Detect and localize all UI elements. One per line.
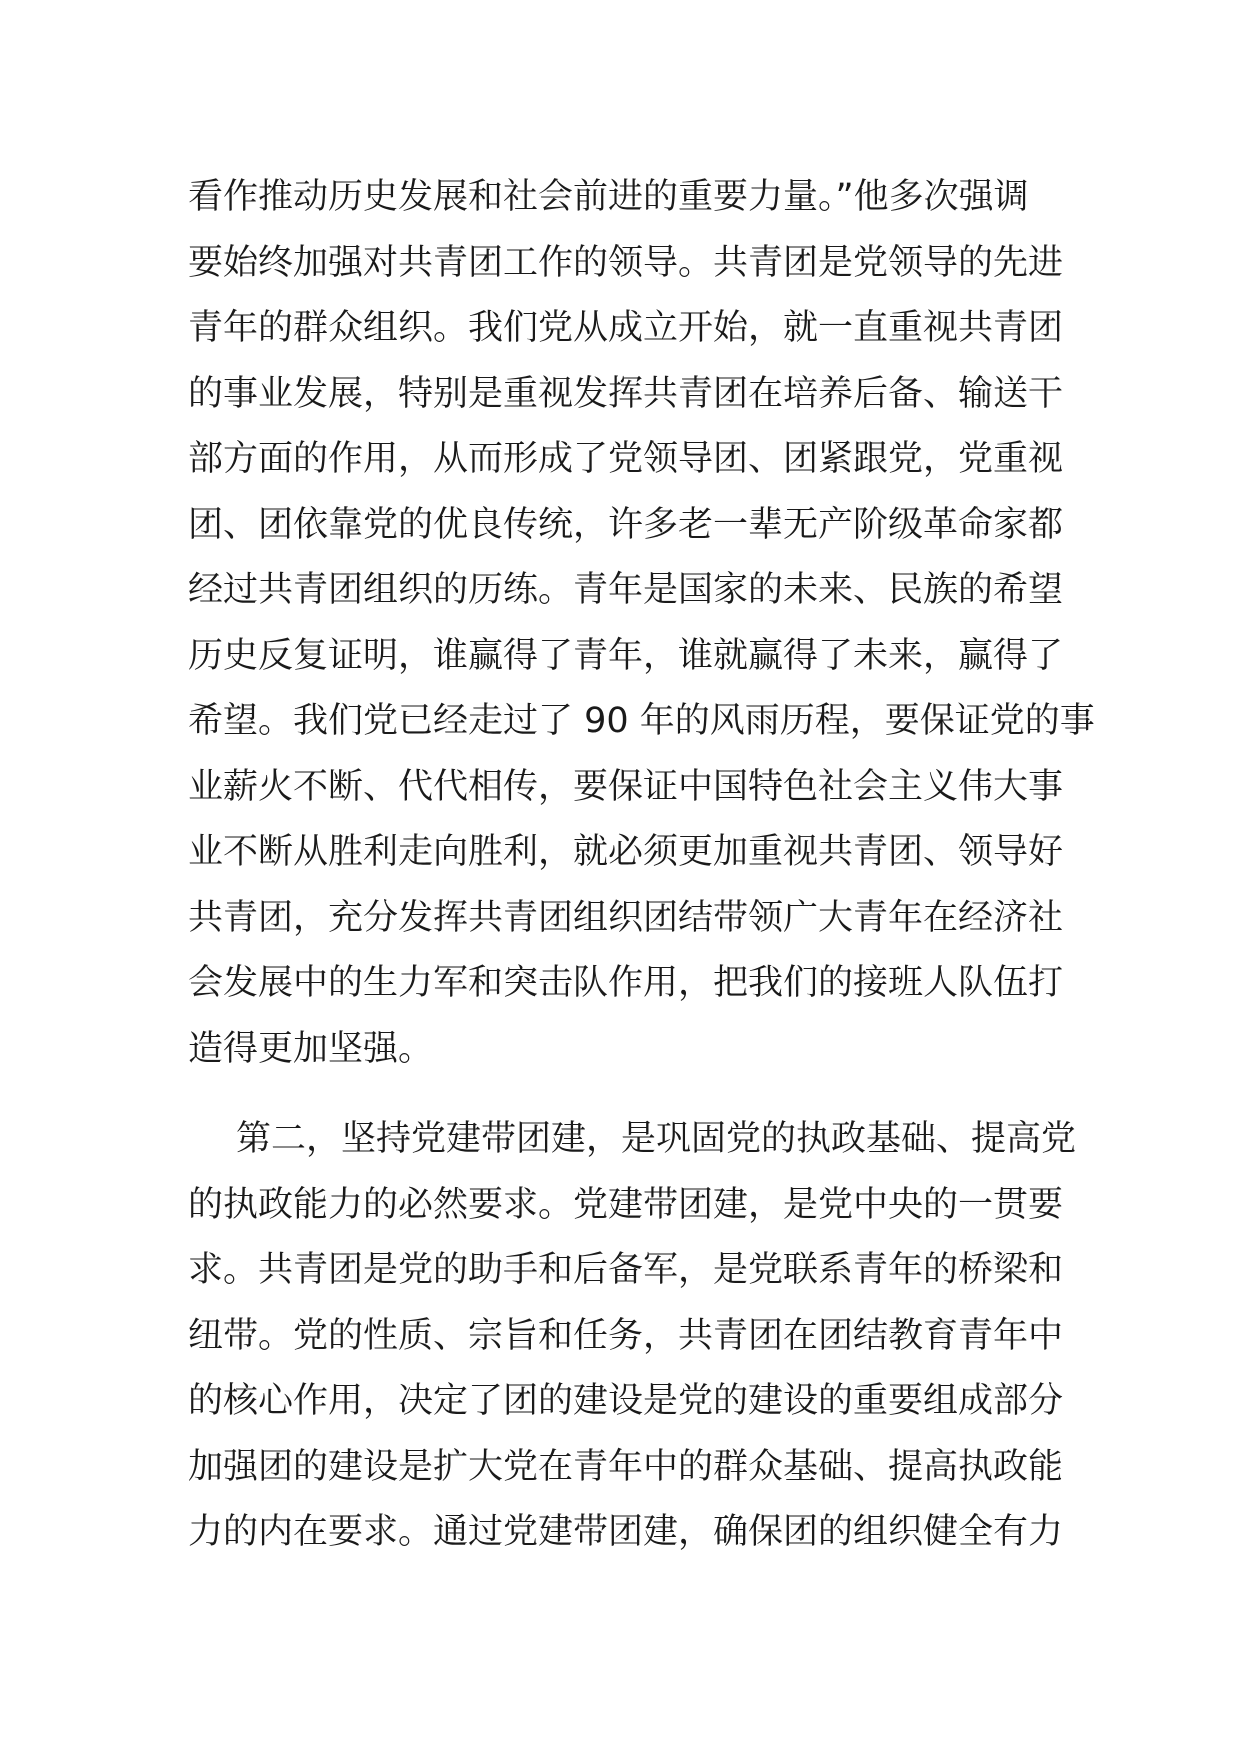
text-line: 部方面的作用，从而形成了党领导团、团紧跟党，党重视 (188, 439, 1064, 479)
text-line: 经过共青团组织的历练。青年是国家的未来、民族的希望 (188, 570, 1064, 610)
text-line: 历史反复证明，谁赢得了青年，谁就赢得了未来，赢得了 (188, 635, 1064, 676)
text-line: 团、团依靠党的优良传统，许多老一辈无产阶级革命家都 (188, 504, 1064, 545)
paragraph-1 (188, 165, 1095, 1082)
text-line: 力的内在要求。通过党建带团建，确保团的组织健全有力 (188, 1512, 1064, 1552)
text-line: 青年的群众组织。我们党从成立开始，就一直重视共青团 (188, 308, 1064, 348)
paragraph-2 (188, 1107, 1077, 1566)
text-line: 求。共青团是党的助手和后备军，是党联系青年的桥梁和 (188, 1250, 1064, 1290)
text-line: 业薪火不断、代代相传，要保证中国特色社会主义伟大事 (188, 766, 1064, 807)
text-line: 造得更加坚强。 (188, 1028, 434, 1069)
text-line: 看作推动历史发展和社会前进的重要力量。”他多次强调 (188, 177, 1029, 217)
text-line: 纽带。党的性质、宗旨和任务，共青团在团结教育青年中 (188, 1315, 1064, 1356)
text-line: 要始终加强对共青团工作的领导。共青团是党领导的先进 (188, 242, 1064, 283)
text-line: 共青团，充分发挥共青团组织团结带领广大青年在经济社 (188, 897, 1064, 938)
text-line: 业不断从胜利走向胜利，就必须更加重视共青团、领导好 (188, 832, 1064, 872)
text-line: 希望。我们党已经走过了 90 年的风雨历程，要保证党的事 (188, 701, 1095, 741)
text-line: 会发展中的生力军和突击队作用，把我们的接班人队伍打 (188, 963, 1064, 1003)
text-line: 的核心作用，决定了团的建设是党的建设的重要组成部分 (188, 1381, 1064, 1421)
text-line: 加强团的建设是扩大党在青年中的群众基础、提高执政能 (188, 1446, 1064, 1487)
text-line-first: 第二，坚持党建带团建，是巩固党的执政基础、提高党 (236, 1119, 1077, 1159)
text-line: 的事业发展，特别是重视发挥共青团在培养后备、输送干 (188, 373, 1064, 414)
text-line: 的执政能力的必然要求。党建带团建，是党中央的一贯要 (188, 1184, 1064, 1225)
